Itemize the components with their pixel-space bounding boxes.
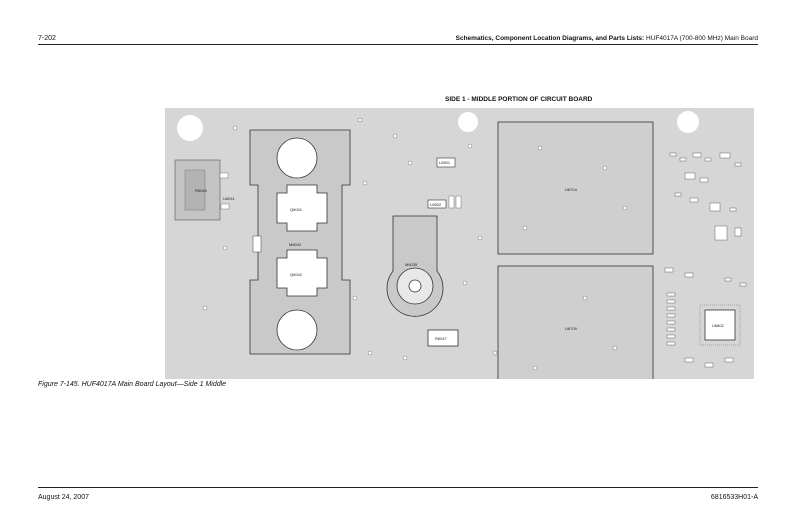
running-header xyxy=(456,35,758,42)
header-title-rest: HUF4017A (700-800 MHz) Main Board xyxy=(644,35,758,42)
label-u6704: U6704 xyxy=(565,187,577,192)
header-title-bold: Schematics, Component Location Diagrams, and Parts Lists: xyxy=(455,35,645,42)
board-layout-image xyxy=(165,108,754,379)
label-u6705: U6705 xyxy=(565,326,577,331)
label-l6501: L6501 xyxy=(439,160,451,165)
label-q6042: Q6042 xyxy=(290,272,303,277)
label-u6802: U6802 xyxy=(712,323,724,328)
header-rule xyxy=(38,44,758,45)
label-m6042: M6042 xyxy=(289,242,302,247)
page-number: 7-202 xyxy=(38,35,56,42)
footer-rule xyxy=(38,487,758,488)
label-r6045: R6045 xyxy=(195,188,207,193)
mounting-hole-top-right xyxy=(677,111,699,133)
mounting-hole-top-left xyxy=(177,115,203,141)
label-m6035: M6035 xyxy=(405,262,418,267)
figure-caption: Figure 7-145. HUF4017A Main Board Layout—Side 1 Middle xyxy=(38,381,227,388)
shield-u6705 xyxy=(498,266,653,379)
mounting-hole-top-mid xyxy=(458,112,478,132)
side-title: SIDE 1 - MIDDLE PORTION OF CIRCUIT BOARD xyxy=(445,96,593,103)
label-r6047: R6047 xyxy=(435,336,447,341)
footer-date: August 24, 2007 xyxy=(38,494,89,501)
label-q6041: Q6041 xyxy=(290,207,303,212)
label-l6502: L6502 xyxy=(430,202,442,207)
label-u6041: U6041 xyxy=(223,196,235,201)
footer-doc-number: 6816533H01-A xyxy=(710,494,758,501)
